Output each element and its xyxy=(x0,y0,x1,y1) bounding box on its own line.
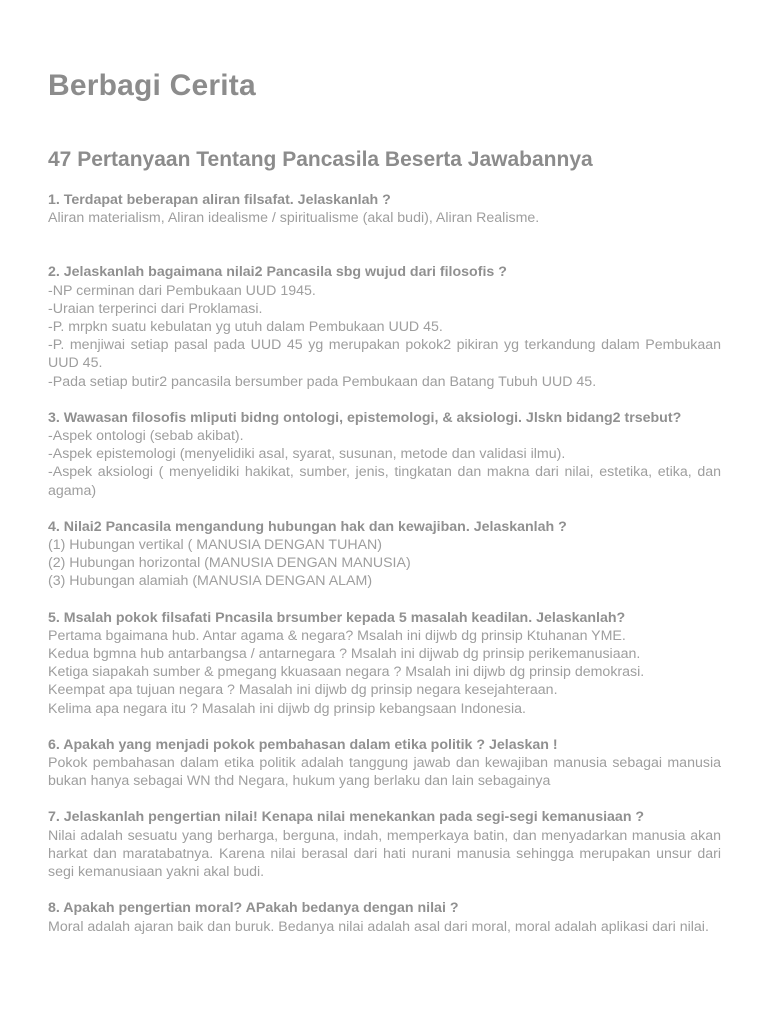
question-5: 5. Msalah pokok filsafati Pncasila brsumber kepada 5 masalah keadilan. Jelaskanlah? xyxy=(48,609,626,626)
qa-item-1 xyxy=(48,191,721,227)
answer-2-line-4: -P. menjiwai setiap pasal pada UUD 45 yg merupakan pokok2 pikiran yg terkandung dalam Pembukaan UUD 45. xyxy=(48,337,721,372)
answer-1-line-1: Aliran materialism, Aliran idealisme / spiritualisme (akal budi), Aliran Realisme. xyxy=(48,210,540,227)
answer-5-line-4: Keempat apa tujuan negara ? Masalah ini dijwb dg prinsip negara kesejahteraan. xyxy=(48,682,558,699)
answer-7-line-1: Nilai adalah sesuatu yang berharga, berguna, indah, memperkaya batin, dan menyadarkan manusia akan harkat dan maratabatnya. Karena nilai berasal dari hati nurani manusia sehingga merupakan unsur dari segi kemanusiaan yakni akal budi. xyxy=(48,827,721,881)
blog-title[interactable]: Berbagi Cerita xyxy=(48,69,256,102)
spacer xyxy=(48,790,721,808)
qa-item-8 xyxy=(48,899,721,935)
answer-3-line-3: -Aspek aksiologi ( menyelidiki hakikat, sumber, jenis, tingkatan dan makna dari nilai, estetika, etika, dan agama) xyxy=(48,464,721,499)
answer-3-line-1: -Aspek ontologi (sebab akibat). xyxy=(48,428,244,445)
qa-item-2 xyxy=(48,263,721,390)
answer-2-line-3: -P. mrpkn suatu kebulatan yg utuh dalam Pembukaan UUD 45. xyxy=(48,319,443,336)
answer-4-line-2: (2) Hubungan horizontal (MANUSIA DENGAN MANUSIA) xyxy=(48,555,411,572)
qa-item-7 xyxy=(48,808,721,881)
qa-item-6 xyxy=(48,736,721,791)
answer-6-line-1: Pokok pembahasan dalam etika politik adalah tanggung jawab dan kewajiban manusia sebagai manusia bukan hanya sebagai WN thd Negara, hukum yang berlaku dan lain sebagainya xyxy=(48,755,721,790)
question-4: 4. Nilai2 Pancasila mengandung hubungan hak dan kewajiban. Jelaskanlah ? xyxy=(48,518,567,535)
answer-2-line-5: -Pada setiap butir2 pancasila bersumber pada Pembukaan dan Batang Tubuh UUD 45. xyxy=(48,373,597,390)
spacer xyxy=(48,500,721,518)
post-title[interactable]: 47 Pertanyaan Tentang Pancasila Beserta Jawabannya xyxy=(48,148,593,171)
qa-item-4 xyxy=(48,518,721,591)
qa-item-5 xyxy=(48,609,721,718)
question-3: 3. Wawasan filosofis mliputi bidng ontologi, epistemologi, & aksiologi. Jlskn bidang2 trsebut? xyxy=(48,409,682,426)
question-7: 7. Jelaskanlah pengertian nilai! Kenapa nilai menekankan pada segi-segi kemanusiaan ? xyxy=(48,809,645,826)
answer-2-line-2: -Uraian terperinci dari Proklamasi. xyxy=(48,300,263,317)
post-content xyxy=(48,191,721,936)
answer-5-line-1: Pertama bgaimana hub. Antar agama & negara? Msalah ini dijwb dg prinsip Ktuhanan YME. xyxy=(48,627,626,644)
answer-3-line-2: -Aspek epistemologi (menyelidiki asal, syarat, susunan, metode dan validasi ilmu). xyxy=(48,446,566,463)
qa-item-3 xyxy=(48,409,721,500)
answer-5-line-3: Ketiga siapakah sumber & pmegang kkuasaan negara ? Msalah ini dijwb dg prinsip demokrasi. xyxy=(48,664,645,681)
question-8: 8. Apakah pengertian moral? APakah bedanya dengan nilai ? xyxy=(48,900,459,917)
question-1: 1. Terdapat beberapan aliran filsafat. Jelaskanlah ? xyxy=(48,192,391,208)
answer-4-line-3: (3) Hubungan alamiah (MANUSIA DENGAN ALAM) xyxy=(48,573,373,590)
answer-2-line-1: -NP cerminan dari Pembukaan UUD 1945. xyxy=(48,282,316,299)
answer-4-line-1: (1) Hubungan vertikal ( MANUSIA DENGAN TUHAN) xyxy=(48,537,383,554)
question-6: 6. Apakah yang menjadi pokok pembahasan dalam etika politik ? Jelaskan ! xyxy=(48,736,558,753)
question-2: 2. Jelaskanlah bagaimana nilai2 Pancasila sbg wujud dari filosofis ? xyxy=(48,264,507,281)
spacer xyxy=(48,881,721,899)
answer-5-line-2: Kedua bgmna hub antarbangsa / antarnegara ? Msalah ini dijwab dg prinsip perikemanusiaan. xyxy=(48,646,641,663)
spacer xyxy=(48,591,721,609)
answer-8-line-1: Moral adalah ajaran baik dan buruk. Bedanya nilai adalah asal dari moral, moral adalah aplikasi dari nilai. xyxy=(48,918,709,935)
spacer xyxy=(48,227,721,263)
spacer xyxy=(48,391,721,409)
answer-5-line-5: Kelima apa negara itu ? Masalah ini dijwb dg prinsip kebangsaan Indonesia. xyxy=(48,700,526,717)
spacer xyxy=(48,718,721,736)
